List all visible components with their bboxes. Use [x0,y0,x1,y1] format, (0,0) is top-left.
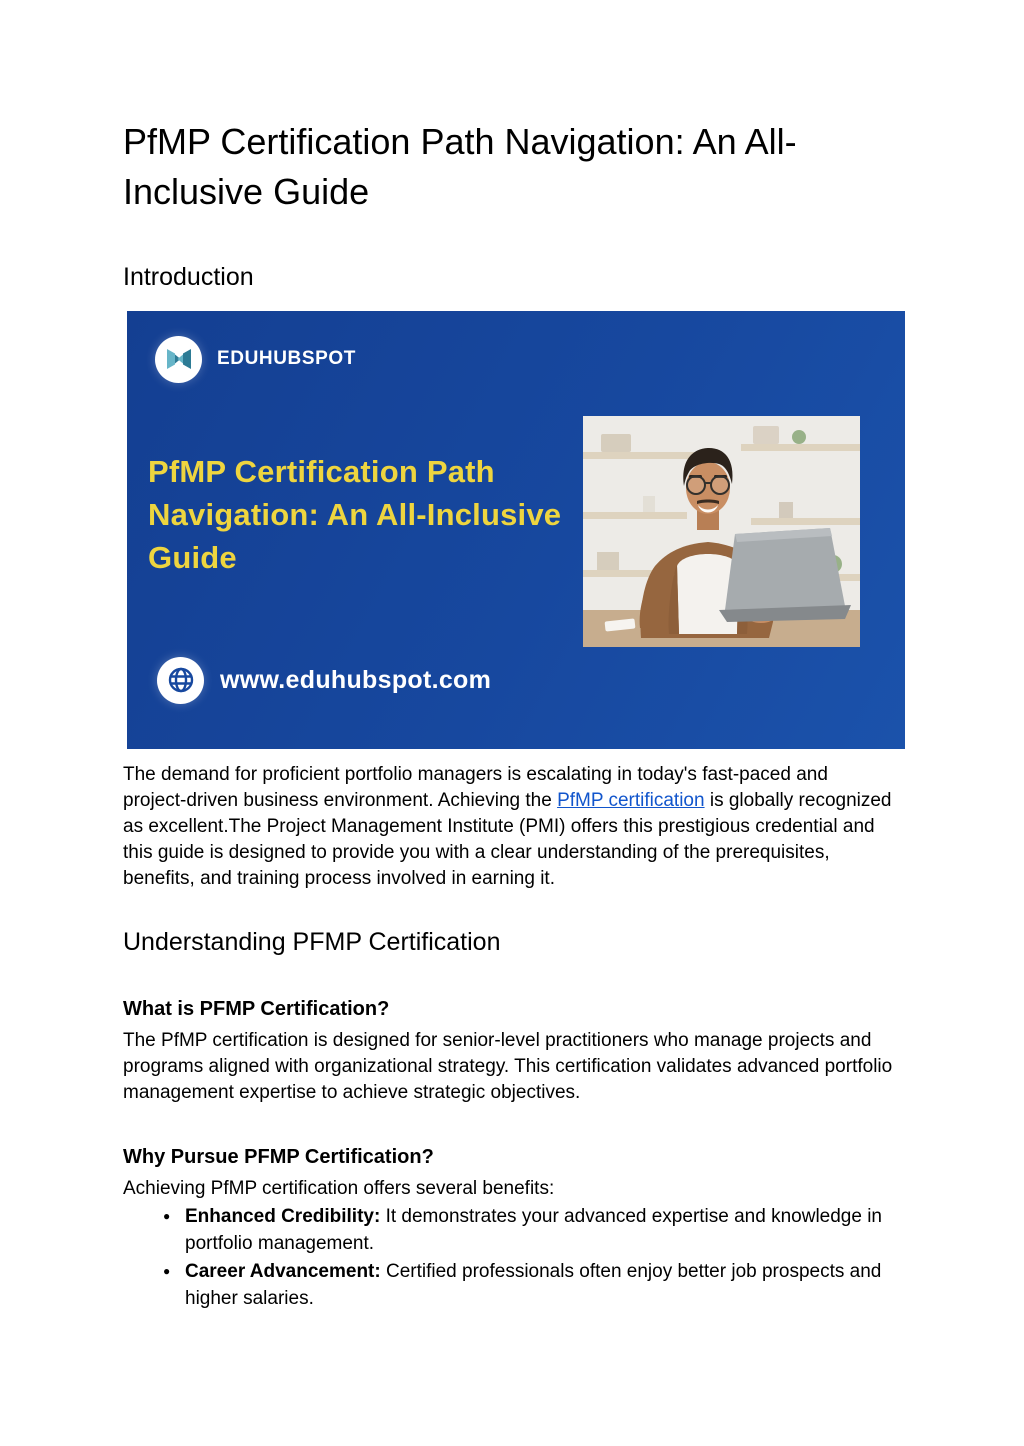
why-intro: Achieving PfMP certification offers several benefits: [123,1178,555,1200]
banner-brand-text: EDUHUBSPOT [217,348,357,370]
banner-website-text: www.eduhubspot.com [220,665,492,694]
benefit-label: Career Advancement: [185,1261,381,1283]
banner-headline-line-1: PfMP Certification Path [148,453,495,489]
intro-paragraph-text-after: is globally recognized as excellent.The Project Management Institute (PMI) offers this prestigious credential and this guide is designed to provide you with a clear understanding of the prerequisites, benefits, and training process involved in earning it. [123,789,892,889]
intro-paragraph-text-before: The demand for proficient portfolio managers is escalating in today's fast-paced and project-driven business environment. Achieving the [123,763,828,811]
benefit-text: It demonstrates your advanced expertise and knowledge in portfolio management. [185,1206,883,1255]
what-paragraph: The PfMP certification is designed for senior-level practitioners who manage projects and programs aligned with organizational strategy. This certification validates advanced portfolio management expertise to achieve strategic objectives. [123,1030,893,1104]
banner-photo [583,416,860,647]
banner-headline-line-3: Guide [148,539,237,575]
banner-website [157,657,491,704]
globe-icon [157,657,204,704]
intro-paragraph [123,762,894,892]
page-title: PfMP Certification Path Navigation: An All-Inclusive Guide [123,121,797,213]
section-heading-understanding: Understanding PFMP Certification [123,927,501,956]
what-heading: What is PFMP Certification? [123,998,390,1021]
banner-brand [155,336,356,383]
intro-heading: Introduction [123,263,254,292]
banner-headline [148,450,561,579]
benefit-label: Enhanced Credibility: [185,1206,381,1228]
benefit-item-career-advancement [167,1258,894,1312]
banner-image [127,311,905,749]
eduhubspot-logo-icon [155,336,202,383]
banner-headline-line-2: Navigation: An All-Inclusive [148,496,562,532]
why-heading: Why Pursue PFMP Certification? [123,1146,434,1169]
benefit-item-enhanced-credibility [167,1203,894,1257]
benefits-list [123,1203,894,1312]
pfmp-certification-link[interactable]: PfMP certification [557,789,705,811]
benefit-text: Certified professionals often enjoy better job prospects and higher salaries. [185,1261,882,1310]
